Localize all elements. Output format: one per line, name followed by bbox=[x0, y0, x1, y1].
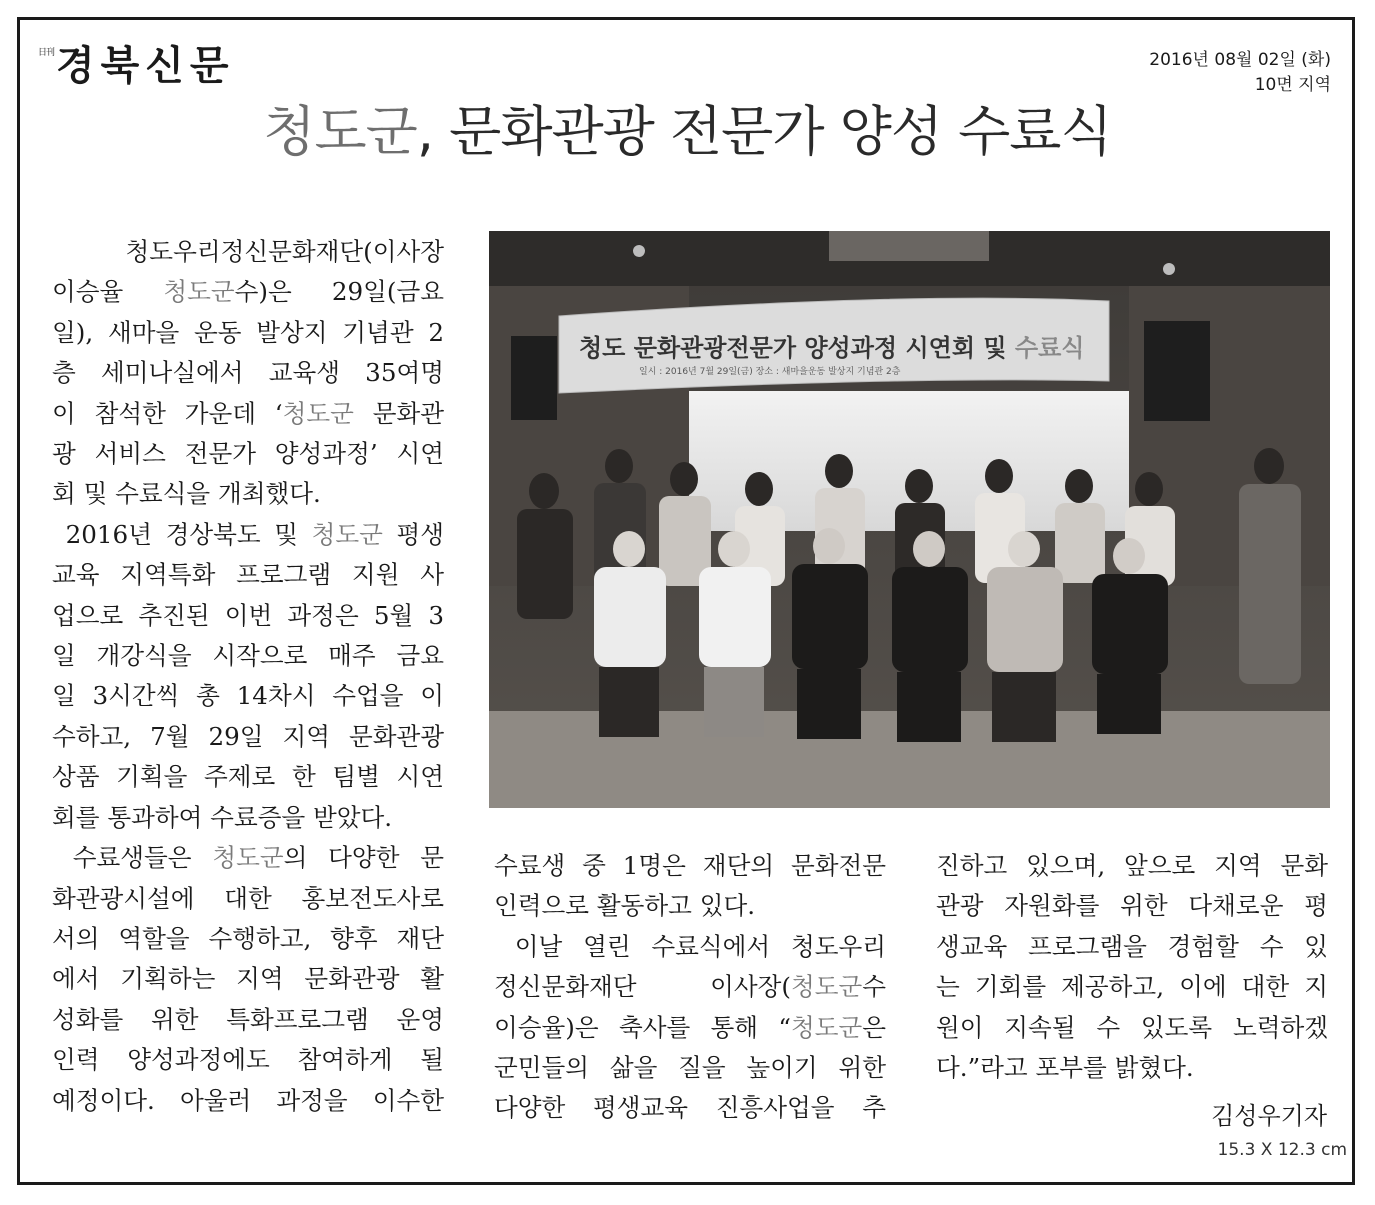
masthead-mark: 日刊 bbox=[38, 48, 55, 58]
text-line: 청도우리정신문화재단(이사장 bbox=[52, 237, 444, 266]
text-line: 성화를 위한 특화프로그램 운영 bbox=[52, 1004, 444, 1034]
text-line: 회를 통과하여 수료증을 받았다. bbox=[52, 802, 393, 832]
text-line: 수하고, 7월 29일 지역 문화관광 bbox=[52, 721, 444, 751]
headline-highlight: 청도군 bbox=[263, 100, 417, 163]
text-line: 진하고 있으며, 앞으로 지역 문화 bbox=[936, 851, 1328, 880]
text-line: 생교육 프로그램을 경험할 수 있 bbox=[936, 931, 1328, 961]
banner-title: 청도 문화관광전문가 양성과정 시연회 및 수료식 bbox=[579, 334, 1085, 362]
text-line: 상품 기획을 주제로 한 팀별 시연 bbox=[52, 762, 444, 792]
text-line: 층 세미나실에서 교육생 35여명 bbox=[52, 358, 444, 388]
text-line: 교육 지역특화 프로그램 지원 사 bbox=[52, 560, 444, 590]
text-line: 이 참석한 가운데 ‘청도군 문화관 bbox=[52, 398, 444, 428]
text-line: 일 3시간씩 총 14차시 수업을 이 bbox=[52, 681, 444, 711]
byline: 김성우기자 bbox=[1211, 1102, 1327, 1130]
text-line: 회 및 수료식을 개최했다. bbox=[52, 479, 321, 509]
text-line: 일), 새마을 운동 발상지 기념관 2 bbox=[52, 317, 444, 347]
issue-date: 2016년 08월 02일 (화) bbox=[1149, 50, 1331, 70]
date-block bbox=[1149, 48, 1331, 98]
masthead bbox=[38, 44, 235, 88]
text-line: 인력 양성과정에도 참여하게 될 bbox=[52, 1045, 444, 1075]
text-line: 원이 지속될 수 있도록 노력하겠 bbox=[936, 1012, 1328, 1042]
headline-text: , 문화관광 전문가 양성 수료식 bbox=[416, 100, 1112, 163]
text-line: 군민들의 삶을 질을 높이기 위한 bbox=[494, 1053, 886, 1083]
article-column-2 bbox=[494, 846, 886, 1129]
text-line: 수료생들은 청도군의 다양한 문 bbox=[52, 843, 444, 873]
text-line: 는 기회를 제공하고, 이에 대한 지 bbox=[936, 972, 1328, 1002]
text-line: 이승율 청도군수)은 29일(금요 bbox=[52, 277, 444, 307]
text-line: 업으로 추진된 이번 과정은 5월 3 bbox=[52, 600, 444, 630]
banner-subtitle: 일시 : 2016년 7월 29일(금) 장소 : 새마을운동 발상지 기념관 2층 bbox=[639, 367, 901, 377]
text-line: 예정이다. 아울러 과정을 이수한 bbox=[52, 1085, 444, 1115]
text-line: 화관광시설에 대한 홍보전도사로 bbox=[52, 883, 444, 913]
text-line: 다.”라고 포부를 밝혔다. bbox=[936, 1053, 1194, 1083]
text-line: 서의 역할을 수행하고, 향후 재단 bbox=[52, 923, 444, 953]
text-line: 이날 열린 수료식에서 청도우리 bbox=[494, 931, 886, 961]
page-section: 10면 지역 bbox=[1254, 75, 1331, 95]
photo-illustration bbox=[489, 231, 1330, 808]
clipping-size: 15.3 X 12.3 cm bbox=[1217, 1140, 1347, 1160]
text-line: 다양한 평생교육 진흥사업을 추 bbox=[494, 1093, 886, 1123]
text-line: 광 서비스 전문가 양성과정’ 시연 bbox=[52, 439, 444, 469]
text-line: 관광 자원화를 위한 다채로운 평 bbox=[936, 891, 1328, 921]
text-line: 이승율)은 축사를 통해 “청도군은 bbox=[494, 1012, 886, 1042]
headline bbox=[0, 98, 1375, 166]
text-line: 일 개강식을 시작으로 매주 금요 bbox=[52, 641, 444, 671]
event-photo bbox=[489, 231, 1330, 808]
article-column-3 bbox=[936, 846, 1328, 1088]
text-line: 에서 기획하는 지역 문화관광 활 bbox=[52, 964, 444, 994]
text-line: 2016년 경상북도 및 청도군 평생 bbox=[52, 519, 445, 549]
newspaper-name: 경북신문 bbox=[56, 43, 235, 89]
text-line: 수료생 중 1명은 재단의 문화전문 bbox=[494, 851, 886, 880]
article-column-1 bbox=[52, 232, 444, 1121]
text-line: 정신문화재단 이사장(청도군수 bbox=[494, 972, 886, 1002]
text-line: 인력으로 활동하고 있다. bbox=[494, 891, 756, 921]
